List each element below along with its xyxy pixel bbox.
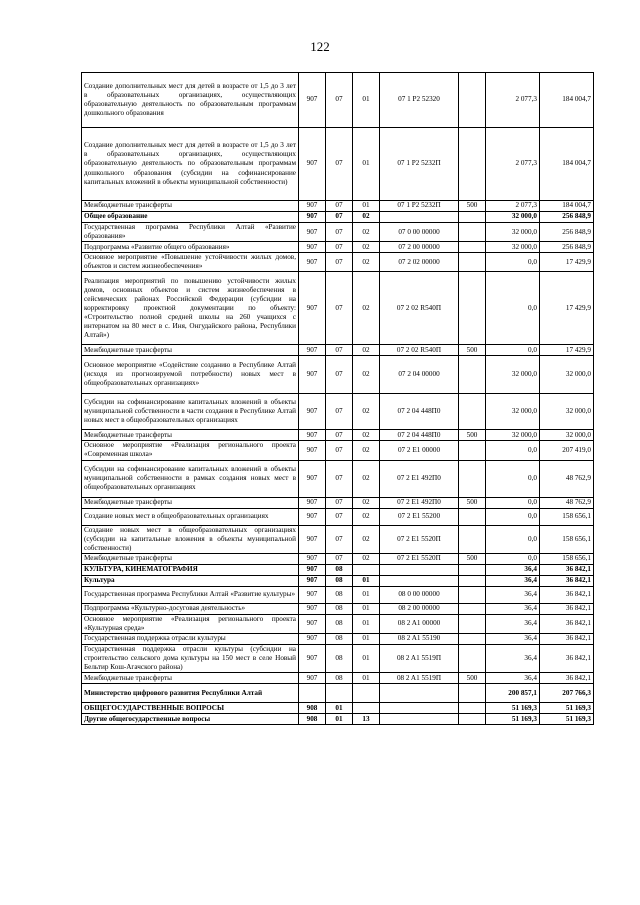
cell-rz: 08	[326, 645, 353, 673]
table-row	[82, 564, 594, 575]
cell-rz: 07	[326, 345, 353, 356]
cell-pr: 01	[353, 603, 380, 614]
cell-s1: 36,4	[486, 603, 540, 614]
cell-pr	[353, 564, 380, 575]
cell-name: Субсидии на софинансирование капитальных вложений в объекты муниципальной собственности в рамках создания новых мест в общеобразовательных организациях	[82, 460, 299, 497]
cell-s1: 0,0	[486, 553, 540, 564]
cell-name: Основное мероприятие «Повышение устойчивости жилых домов, объектов и систем жизнеобеспечения»	[82, 253, 299, 272]
cell-pr	[353, 684, 380, 703]
cell-pr: 01	[353, 645, 380, 673]
table-row	[82, 525, 594, 553]
cell-cs	[380, 703, 459, 714]
cell-pr: 02	[353, 272, 380, 345]
cell-pr: 02	[353, 345, 380, 356]
cell-ved: 907	[299, 575, 326, 586]
cell-rz: 07	[326, 242, 353, 253]
cell-rz: 01	[326, 703, 353, 714]
cell-s1: 36,4	[486, 586, 540, 603]
cell-s2: 36 842,1	[540, 603, 594, 614]
table-row	[82, 634, 594, 645]
cell-rz: 07	[326, 441, 353, 460]
cell-cs: 07 1 P2 5232П	[380, 201, 459, 212]
table-row	[82, 430, 594, 441]
cell-ved: 907	[299, 634, 326, 645]
table-row	[82, 497, 594, 508]
table-row	[82, 614, 594, 633]
cell-rz: 07	[326, 553, 353, 564]
cell-vr	[459, 684, 486, 703]
cell-name: Основное мероприятие «Реализация регионального проекта «Культурная среда»	[82, 614, 299, 633]
cell-s1: 32 000,0	[486, 430, 540, 441]
cell-rz: 07	[326, 73, 353, 128]
cell-s2: 51 169,3	[540, 714, 594, 725]
cell-vr	[459, 575, 486, 586]
cell-rz: 08	[326, 673, 353, 684]
cell-vr	[459, 714, 486, 725]
cell-name: Межбюджетные трансферты	[82, 553, 299, 564]
cell-pr: 02	[353, 212, 380, 223]
cell-name: Создание новых мест в общеобразовательных организациях	[82, 508, 299, 525]
table-row	[82, 73, 594, 128]
cell-s2: 48 762,9	[540, 460, 594, 497]
cell-pr: 01	[353, 575, 380, 586]
cell-name: Государственная поддержка отрасли культуры (субсидии на строительство сельского дома культуры на 150 мест в селе Новый Бельтир Кош-Агачского района)	[82, 645, 299, 673]
cell-cs: 07 2 E1 492П0	[380, 460, 459, 497]
cell-pr: 02	[353, 460, 380, 497]
cell-ved: 907	[299, 497, 326, 508]
cell-rz: 07	[326, 394, 353, 430]
cell-pr: 01	[353, 586, 380, 603]
cell-vr	[459, 394, 486, 430]
cell-cs: 07 2 04 448П0	[380, 430, 459, 441]
cell-vr	[459, 603, 486, 614]
cell-s2: 17 429,9	[540, 272, 594, 345]
cell-cs	[380, 212, 459, 223]
cell-vr: 500	[459, 673, 486, 684]
page-number: 122	[310, 39, 330, 54]
cell-name: Создание новых мест в общеобразовательных организациях (субсидии на капитальные вложения в объекты муниципальной собственности)	[82, 525, 299, 553]
cell-vr	[459, 564, 486, 575]
table-row	[82, 508, 594, 525]
cell-ved: 907	[299, 553, 326, 564]
cell-ved: 907	[299, 645, 326, 673]
table-row	[82, 603, 594, 614]
cell-name: Основное мероприятие «Реализация регионального проекта «Современная школа»	[82, 441, 299, 460]
cell-ved: 907	[299, 673, 326, 684]
cell-ved: 908	[299, 714, 326, 725]
cell-s2: 158 656,1	[540, 508, 594, 525]
cell-ved: 907	[299, 272, 326, 345]
cell-pr: 02	[353, 497, 380, 508]
cell-rz	[326, 684, 353, 703]
cell-s1: 0,0	[486, 441, 540, 460]
cell-vr: 500	[459, 497, 486, 508]
cell-rz: 08	[326, 564, 353, 575]
cell-s1: 32 000,0	[486, 356, 540, 394]
cell-cs: 08 2 A1 5519П	[380, 673, 459, 684]
cell-vr	[459, 356, 486, 394]
table-row	[82, 212, 594, 223]
cell-cs: 07 2 E1 55200	[380, 508, 459, 525]
table-row	[82, 394, 594, 430]
cell-s2: 32 000,0	[540, 394, 594, 430]
cell-s1: 32 000,0	[486, 223, 540, 242]
cell-cs: 08 2 A1 55190	[380, 634, 459, 645]
cell-s1: 51 169,3	[486, 703, 540, 714]
cell-s1: 0,0	[486, 508, 540, 525]
cell-vr	[459, 253, 486, 272]
cell-s2: 36 842,1	[540, 575, 594, 586]
cell-s2: 256 848,9	[540, 242, 594, 253]
cell-s1: 32 000,0	[486, 242, 540, 253]
cell-name: КУЛЬТУРА, КИНЕМАТОГРАФИЯ	[82, 564, 299, 575]
cell-ved: 907	[299, 603, 326, 614]
cell-ved: 907	[299, 212, 326, 223]
cell-s2: 184 004,7	[540, 201, 594, 212]
cell-s2: 184 004,7	[540, 128, 594, 201]
table-row	[82, 128, 594, 201]
cell-rz: 07	[326, 201, 353, 212]
table-row	[82, 673, 594, 684]
cell-vr	[459, 460, 486, 497]
cell-name: Подпрограмма «Развитие общего образования»	[82, 242, 299, 253]
table-row	[82, 201, 594, 212]
cell-s1: 36,4	[486, 575, 540, 586]
cell-vr	[459, 272, 486, 345]
cell-vr: 500	[459, 430, 486, 441]
cell-ved: 907	[299, 394, 326, 430]
cell-pr: 02	[353, 430, 380, 441]
cell-ved: 908	[299, 703, 326, 714]
cell-ved: 907	[299, 441, 326, 460]
cell-s2: 207 766,3	[540, 684, 594, 703]
cell-s1: 0,0	[486, 497, 540, 508]
cell-rz: 07	[326, 508, 353, 525]
cell-vr	[459, 634, 486, 645]
cell-s2: 32 000,0	[540, 356, 594, 394]
cell-pr: 01	[353, 201, 380, 212]
cell-vr: 500	[459, 201, 486, 212]
cell-s2: 158 656,1	[540, 553, 594, 564]
cell-name: Общее образование	[82, 212, 299, 223]
cell-pr: 02	[353, 356, 380, 394]
cell-s2: 36 842,1	[540, 564, 594, 575]
cell-ved: 907	[299, 128, 326, 201]
cell-vr	[459, 441, 486, 460]
cell-name: Создание дополнительных мест для детей в возрасте от 1,5 до 3 лет в образовательных организациях, осуществляющих образовательную деятельность по образовательным программам дошкольного образования	[82, 73, 299, 128]
cell-cs: 07 2 00 00000	[380, 242, 459, 253]
cell-name: Межбюджетные трансферты	[82, 345, 299, 356]
cell-rz: 08	[326, 586, 353, 603]
cell-ved: 907	[299, 73, 326, 128]
cell-name: Межбюджетные трансферты	[82, 497, 299, 508]
cell-vr: 500	[459, 345, 486, 356]
table-row	[82, 575, 594, 586]
cell-cs: 07 1 P2 52320	[380, 73, 459, 128]
cell-ved: 907	[299, 356, 326, 394]
cell-pr: 02	[353, 508, 380, 525]
cell-pr: 01	[353, 634, 380, 645]
cell-ved: 907	[299, 345, 326, 356]
cell-rz: 07	[326, 212, 353, 223]
cell-cs: 07 2 02 R540П	[380, 272, 459, 345]
cell-cs: 07 2 02 R540П	[380, 345, 459, 356]
cell-name: Межбюджетные трансферты	[82, 201, 299, 212]
cell-rz: 07	[326, 430, 353, 441]
cell-vr	[459, 73, 486, 128]
cell-s2: 207 419,0	[540, 441, 594, 460]
cell-vr	[459, 614, 486, 633]
cell-name: Создание дополнительных мест для детей в возрасте от 1,5 до 3 лет в образовательных организациях, осуществляющих образовательную деятельность по образовательным программам дошкольного образования (субсидии на софинансирование капитальных вложений в объекты муниципальной собственности)	[82, 128, 299, 201]
cell-ved: 907	[299, 253, 326, 272]
cell-vr	[459, 212, 486, 223]
cell-pr: 02	[353, 223, 380, 242]
cell-pr: 02	[353, 253, 380, 272]
cell-s2: 48 762,9	[540, 497, 594, 508]
cell-s2: 36 842,1	[540, 645, 594, 673]
cell-cs: 08 0 00 00000	[380, 586, 459, 603]
cell-cs: 07 2 04 448П0	[380, 394, 459, 430]
cell-rz: 08	[326, 634, 353, 645]
cell-s1: 2 077,3	[486, 201, 540, 212]
cell-ved	[299, 684, 326, 703]
cell-vr	[459, 525, 486, 553]
cell-ved: 907	[299, 525, 326, 553]
cell-s1: 2 077,3	[486, 73, 540, 128]
table-row	[82, 553, 594, 564]
cell-pr: 01	[353, 673, 380, 684]
cell-name: Государственная поддержка отрасли культуры	[82, 634, 299, 645]
cell-ved: 907	[299, 614, 326, 633]
cell-s2: 36 842,1	[540, 634, 594, 645]
cell-ved: 907	[299, 508, 326, 525]
cell-name: Основное мероприятие «Содействие созданию в Республике Алтай (исходя из прогнозируемой потребности) новых мест в общеобразовательных организациях»	[82, 356, 299, 394]
cell-cs	[380, 684, 459, 703]
cell-s1: 36,4	[486, 614, 540, 633]
cell-cs: 08 2 A1 5519П	[380, 645, 459, 673]
cell-vr	[459, 128, 486, 201]
cell-s2: 36 842,1	[540, 586, 594, 603]
cell-ved: 907	[299, 586, 326, 603]
cell-name: Подпрограмма «Культурно-досуговая деятельность»	[82, 603, 299, 614]
cell-s1: 0,0	[486, 525, 540, 553]
cell-ved: 907	[299, 223, 326, 242]
table-row	[82, 586, 594, 603]
cell-rz: 08	[326, 614, 353, 633]
cell-s1: 36,4	[486, 634, 540, 645]
cell-cs: 07 1 P2 5232П	[380, 128, 459, 201]
cell-pr	[353, 703, 380, 714]
cell-rz: 07	[326, 128, 353, 201]
cell-s2: 17 429,9	[540, 253, 594, 272]
cell-s1: 0,0	[486, 345, 540, 356]
cell-s1: 200 857,1	[486, 684, 540, 703]
cell-s2: 32 000,0	[540, 430, 594, 441]
cell-s1: 0,0	[486, 272, 540, 345]
cell-s1: 0,0	[486, 460, 540, 497]
cell-s2: 17 429,9	[540, 345, 594, 356]
cell-rz: 08	[326, 575, 353, 586]
cell-cs	[380, 564, 459, 575]
table-row	[82, 345, 594, 356]
cell-s1: 0,0	[486, 253, 540, 272]
cell-pr: 01	[353, 128, 380, 201]
cell-vr: 500	[459, 553, 486, 564]
cell-ved: 907	[299, 430, 326, 441]
cell-name: Государственная программа Республики Алтай «Развитие культуры»	[82, 586, 299, 603]
cell-pr: 02	[353, 242, 380, 253]
cell-name: Министерство цифрового развития Республики Алтай	[82, 684, 299, 703]
cell-vr	[459, 586, 486, 603]
table-row	[82, 441, 594, 460]
cell-s2: 36 842,1	[540, 614, 594, 633]
cell-vr	[459, 242, 486, 253]
cell-vr	[459, 223, 486, 242]
budget-table	[81, 72, 594, 725]
cell-rz: 07	[326, 497, 353, 508]
cell-s1: 36,4	[486, 673, 540, 684]
cell-ved: 907	[299, 201, 326, 212]
cell-s1: 51 169,3	[486, 714, 540, 725]
cell-ved: 907	[299, 242, 326, 253]
cell-cs: 07 2 E1 5520П	[380, 553, 459, 564]
cell-vr	[459, 508, 486, 525]
cell-cs	[380, 575, 459, 586]
cell-rz: 01	[326, 714, 353, 725]
cell-name: Другие общегосударственные вопросы	[82, 714, 299, 725]
cell-cs: 08 2 A1 00000	[380, 614, 459, 633]
cell-s1: 36,4	[486, 645, 540, 673]
cell-cs: 07 2 04 00000	[380, 356, 459, 394]
cell-rz: 07	[326, 460, 353, 497]
cell-s1: 36,4	[486, 564, 540, 575]
cell-s2: 158 656,1	[540, 525, 594, 553]
cell-s2: 256 848,9	[540, 212, 594, 223]
table-row	[82, 223, 594, 242]
table-row	[82, 684, 594, 703]
cell-s1: 32 000,0	[486, 212, 540, 223]
cell-cs: 07 2 E1 5520П	[380, 525, 459, 553]
cell-pr: 02	[353, 525, 380, 553]
cell-pr: 02	[353, 553, 380, 564]
table-row	[82, 714, 594, 725]
cell-rz: 07	[326, 525, 353, 553]
table-row	[82, 272, 594, 345]
cell-rz: 08	[326, 603, 353, 614]
cell-cs	[380, 714, 459, 725]
cell-name: Культура	[82, 575, 299, 586]
cell-vr	[459, 645, 486, 673]
cell-ved: 907	[299, 564, 326, 575]
cell-vr	[459, 703, 486, 714]
cell-cs: 07 2 02 00000	[380, 253, 459, 272]
cell-pr: 02	[353, 441, 380, 460]
cell-cs: 07 2 E1 00000	[380, 441, 459, 460]
cell-ved: 907	[299, 460, 326, 497]
cell-pr: 01	[353, 614, 380, 633]
cell-s2: 184 004,7	[540, 73, 594, 128]
cell-name: Реализация мероприятий по повышению устойчивости жилых домов, основных объектов и систем жизнеобеспечения в сейсмических районах Российской Федерации (субсидии на корректировку проектной документации по объекту: «Строительство полной средней школы на 260 учащихся с интернатом на 80 мест в с. Иня, Онгудайского района, Республики Алтай»)	[82, 272, 299, 345]
cell-rz: 07	[326, 253, 353, 272]
cell-name: Государственная программа Республики Алтай «Развитие образования»	[82, 223, 299, 242]
table-row	[82, 460, 594, 497]
table-row	[82, 645, 594, 673]
table-row	[82, 242, 594, 253]
cell-rz: 07	[326, 272, 353, 345]
cell-name: Субсидии на софинансирование капитальных вложений в объекты муниципальной собственности в части создания в Республике Алтай новых мест в общеобразовательных организациях	[82, 394, 299, 430]
cell-pr: 01	[353, 73, 380, 128]
cell-pr: 13	[353, 714, 380, 725]
cell-s2: 256 848,9	[540, 223, 594, 242]
cell-name: Межбюджетные трансферты	[82, 673, 299, 684]
cell-name: ОБЩЕГОСУДАРСТВЕННЫЕ ВОПРОСЫ	[82, 703, 299, 714]
table-row	[82, 356, 594, 394]
cell-pr: 02	[353, 394, 380, 430]
cell-cs: 07 0 00 00000	[380, 223, 459, 242]
cell-cs: 07 2 E1 492П0	[380, 497, 459, 508]
cell-s1: 32 000,0	[486, 394, 540, 430]
table-row	[82, 703, 594, 714]
cell-rz: 07	[326, 356, 353, 394]
cell-rz: 07	[326, 223, 353, 242]
cell-s1: 2 077,3	[486, 128, 540, 201]
cell-s2: 36 842,1	[540, 673, 594, 684]
cell-s2: 51 169,3	[540, 703, 594, 714]
cell-cs: 08 2 00 00000	[380, 603, 459, 614]
cell-name: Межбюджетные трансферты	[82, 430, 299, 441]
table-row	[82, 253, 594, 272]
